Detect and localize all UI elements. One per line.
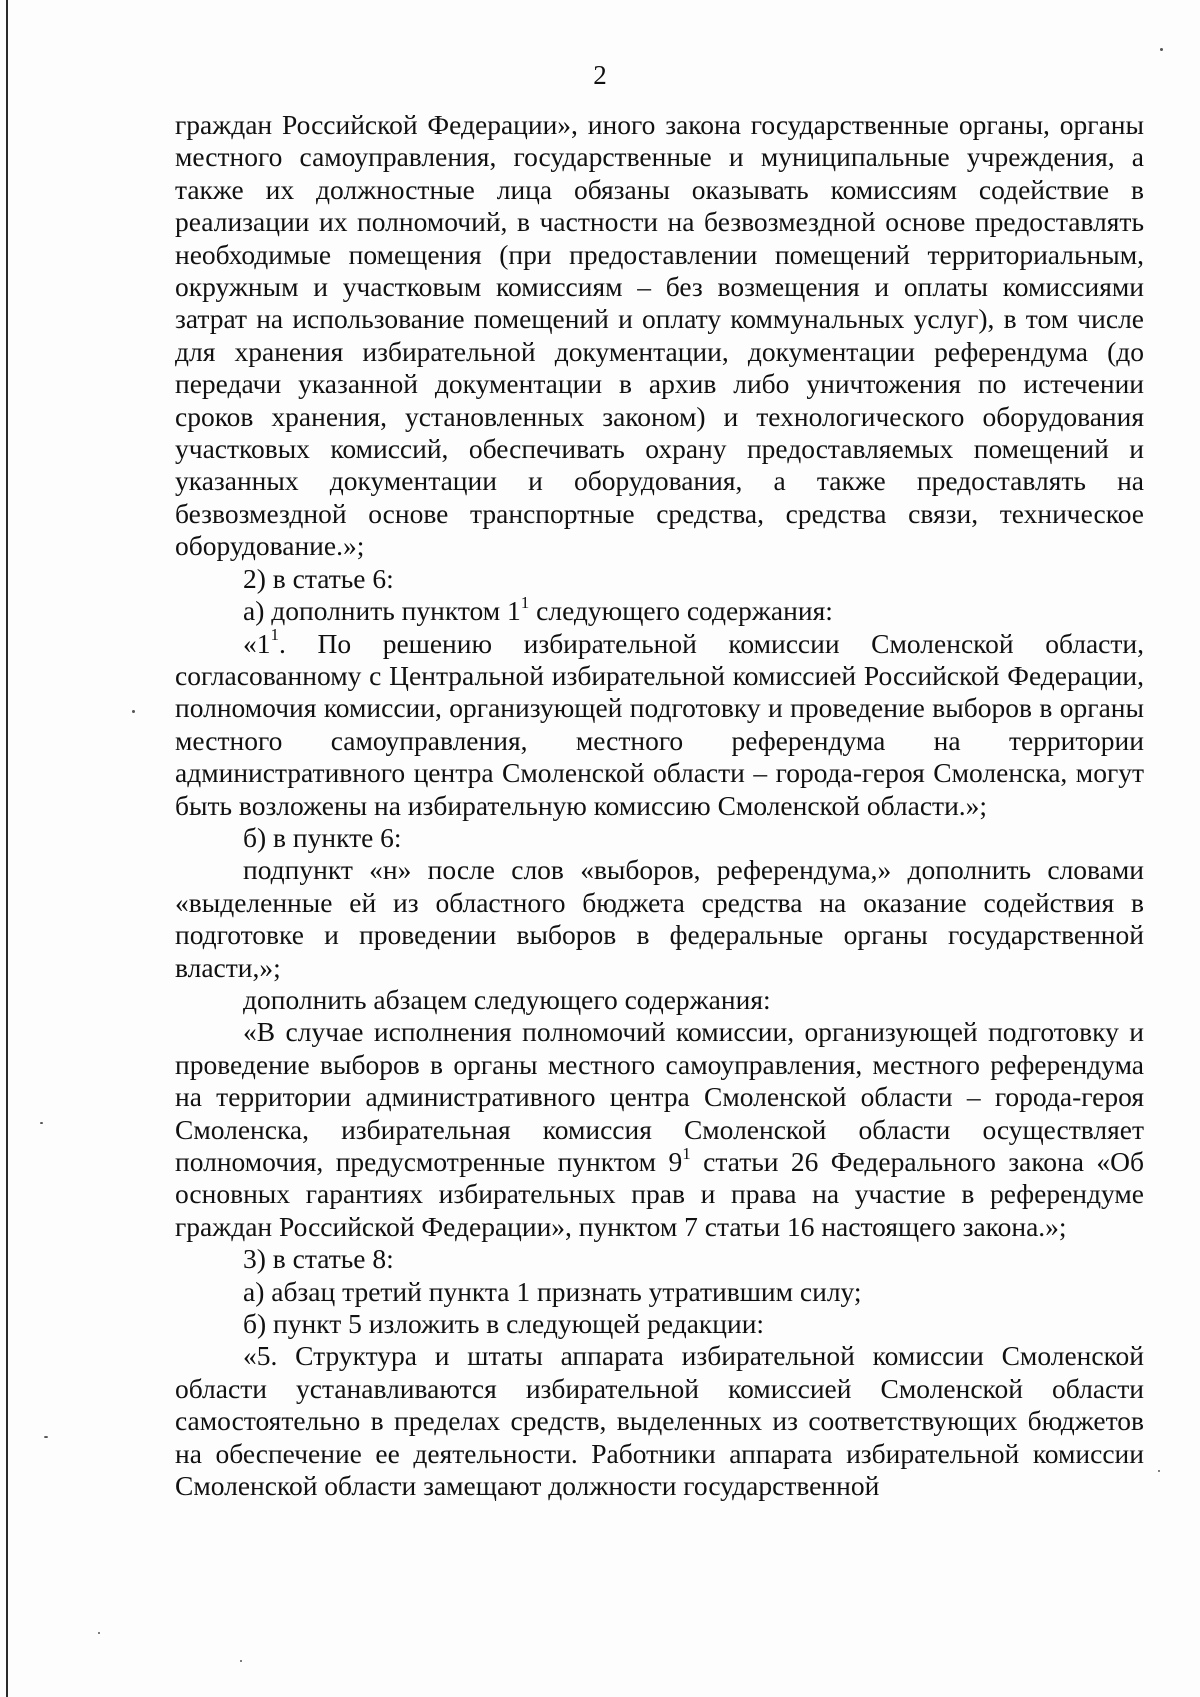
paragraph: «5. Структура и штаты аппарата избирательной комиссии Смоленской области устанавливаются избирательной комиссией Смоленской области самостоятельно в пределах средств, выделенных из соответствующих бюджетов на обеспечение ее деятельности. Работники аппарата избирательной комиссии Смоленской области замещают должности государственной [175, 1340, 1144, 1502]
scan-speck [132, 710, 135, 713]
scan-speck [1158, 1470, 1160, 1472]
paragraph: граждан Российской Федерации», иного закона государственные органы, органы местного самоуправления, государственные и муниципальные учреждения, а также их должностные лица обязаны оказывать комиссиям содействие в реализации их полномочий, в частности на безвозмездной основе предоставлять необходимые помещения (при предоставлении помещений территориальным, окружным и участковым комиссиям – без возмещения и оплаты комиссиями затрат на использование помещений и оплату коммунальных услуг), в том числе для хранения избирательной документации, документации референдума (до передачи указанной документации в архив либо уничтожения по истечении сроков хранения, установленных законом) и технологического оборудования участковых комиссий, обеспечивать охрану предоставляемых помещений и указанных документации и оборудования, а также предоставлять на безвозмездной основе транспортные средства, средства связи, техническое оборудование.»; [175, 109, 1144, 562]
superscript: 1 [682, 1143, 691, 1163]
page-edge-shadow [6, 0, 8, 1697]
paragraph: а) абзац третий пункта 1 признать утратившим силу; [243, 1275, 862, 1307]
superscript: 1 [520, 592, 530, 612]
paragraph-text: «В случае исполнения полномочий комиссии, организующей подготовку и проведение выборов в органы местного самоуправления, местного референдума на территории административного центра Смоленской области – города-героя Смоленска, избирательная комиссия Смоленской области осуществляет полномочия, предусмотренные пунктом 9 [175, 1016, 1144, 1177]
paragraph [175, 1016, 1144, 1243]
scan-speck [44, 1436, 48, 1438]
paragraph: дополнить абзацем следующего содержания: [243, 983, 771, 1015]
superscript: 1 [270, 625, 279, 645]
page-number: 2 [593, 60, 607, 90]
document-body [175, 109, 1144, 1502]
paragraph-text: а) дополнить пунктом 1 [243, 595, 521, 627]
paragraph [175, 625, 1144, 822]
paragraph-text: . По решению избирательной комиссии Смоленской области, согласованному с Центральной избирательной комиссией Российской Федерации, полномочия комиссии, организующей подготовку и проведение выборов в органы местного самоуправления, местного референдума на территории административного центра Смоленской области – города-героя Смоленска, могут быть возложены на избирательную комиссию Смоленской области.»; [175, 627, 1144, 821]
scan-speck [1160, 48, 1163, 51]
paragraph: б) пункт 5 изложить в следующей редакции: [243, 1308, 765, 1340]
scan-speck [240, 1660, 242, 1662]
paragraph: подпункт «н» после слов «выборов, референдума,» дополнить словами «выделенные ей из областного бюджета средства на оказание содействия в подготовке и проведении выборов в федеральные органы государственной власти,»; [175, 854, 1144, 983]
paragraph-text: «1 [243, 627, 271, 659]
paragraph [175, 592, 1144, 627]
scan-speck [40, 1122, 43, 1124]
paragraph: 3) в статье 8: [243, 1243, 394, 1275]
paragraph: б) в пункте 6: [243, 821, 402, 853]
paragraph: 2) в статье 6: [243, 562, 394, 594]
paragraph-text: следующего содержания: [529, 595, 833, 627]
scan-speck [98, 1632, 100, 1634]
paragraph-text: статьи 26 Федерального закона «Об основных гарантиях избирательных прав и права на участие в референдуме граждан Российской Федерации», пунктом 7 статьи 16 настоящего закона.»; [175, 1146, 1144, 1242]
